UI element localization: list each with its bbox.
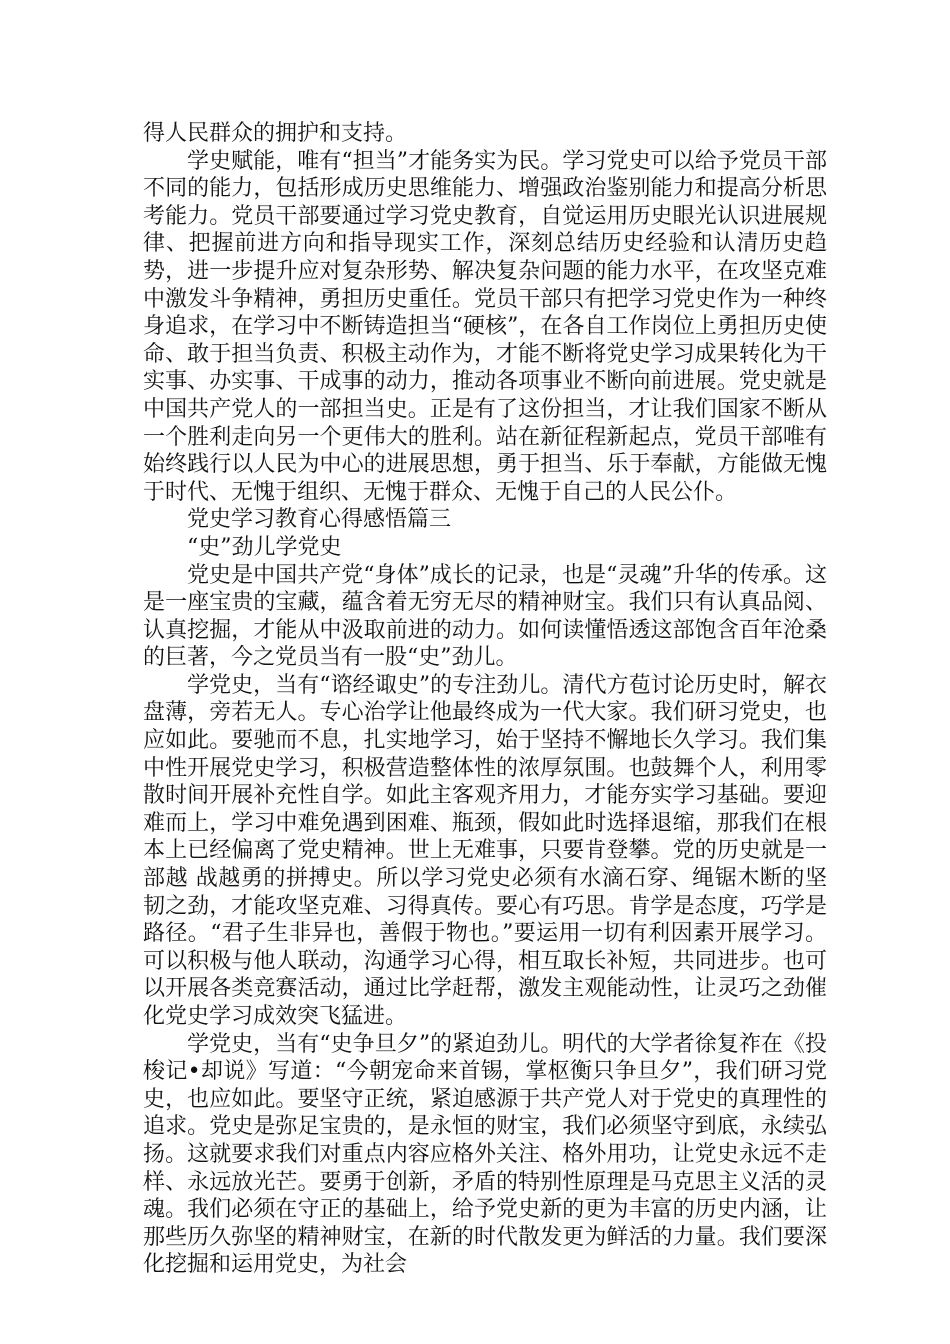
document-page bbox=[143, 120, 827, 1279]
paragraph-continuation: 得人民群众的拥护和支持。 bbox=[143, 121, 408, 146]
section-heading: 党史学习教育心得感悟篇三 bbox=[187, 507, 452, 533]
paragraph-intro: 党史是中国共产党“身体”成长的记录，也是“灵魂”升华的传承。这是一座宝贵的宝藏，蕴含着无穷无尽的精神财宝。我们只有认真品阅、认真挖掘，才能从中汲取前进的动力。如何读懂悟透这部饱含百年沧桑的巨著，今之党员当有一股“史”劲儿。 bbox=[143, 562, 827, 671]
paragraph-responsibility: 学史赋能，唯有“担当”才能务实为民。学习党史可以给予党员干部不同的能力，包括形成历史思维能力、增强政治鉴别能力和提高分析思考能力。党员干部要通过学习党史教育，自觉运用历史眼光认识进展规律、把握前进方向和指导现实工作，深刻总结历史经验和认清历史趋势，进一步提升应对复杂形势、解决复杂问题的能力水平，在攻坚克难中激发斗争精神，勇担历史重任。党员干部只有把学习党史作为一种终身追求，在学习中不断铸造担当“硬核”，在各自工作岗位上勇担历史使命、敢于担当负责、积极主动作为，才能不断将党史学习成果转化为干实事、办实事、干成事的动力，推动各项事业不断向前进展。党史就是中国共产党人的一部担当史。正是有了这份担当，才让我们国家不断从一个胜利走向另一个更伟大的胜利。站在新征程新起点，党员干部唯有始终践行以人民为中心的进展思想，勇于担当、乐于奉献，方能做无愧于时代、无愧于组织、无愧于群众、无愧于自己的人民公仆。 bbox=[143, 148, 827, 505]
section-subtitle: “史”劲儿学党史 bbox=[187, 534, 342, 560]
paragraph-focus: 学党史，当有“谘经诹史”的专注劲儿。清代方苞讨论历史时，解衣盘薄，旁若无人。专心治学让他最终成为一代大家。我们研习党史，也应如此。要驰而不息，扎实地学习，始于坚持不懈地长久学习。我们集中性开展党史学习，积极营造整体性的浓厚氛围。也鼓舞个人，利用零散时间开展补充性自学。如此主客观齐用力，才能夯实学习基础。要迎难而上，学习中难免遇到困难、瓶颈，假如此时选择退缩，那我们在根本上已经偏离了党史精神。世上无难事，只要肯登攀。党的历史就是一部越 战越勇的拼搏史。所以学习党史必须有水滴石穿、绳锯木断的坚韧之劲，才能攻坚克难、习得真传。要心有巧思。肯学是态度，巧学是路径。“君子生非异也，善假于物也。”要运用一切有利因素开展学习。可以积极与他人联动，沟通学习心得，相互取长补短，共同进步。也可以开展各类竞赛活动，通过比学赶帮，激发主观能动性，让灵巧之劲催化党史学习成效突飞猛进。 bbox=[143, 672, 827, 1029]
paragraph-urgency: 学党史，当有“史争旦夕”的紧迫劲儿。明代的大学者徐复祚在《投梭记•却说》写道：“今朝宠命来首锡，掌枢衡只争旦夕”，我们研习党史，也应如此。要坚守正统，紧迫感源于共产党人对于党史的真理性的追求。党史是弥足宝贵的，是永恒的财宝，我们必须坚守到底，永续弘扬。这就要求我们对重点内容应格外关注、格外用功，让党史永远不走样、永远放光芒。要勇于创新，矛盾的特别性原理是马克思主义活的灵魂。我们必须在守正的基础上，给予党史新的更为丰富的历史内涵，让那些历久弥坚的精神财宝，在新的时代散发更为鲜活的力量。我们要深化挖掘和运用党史，为社会 bbox=[143, 1031, 827, 1278]
